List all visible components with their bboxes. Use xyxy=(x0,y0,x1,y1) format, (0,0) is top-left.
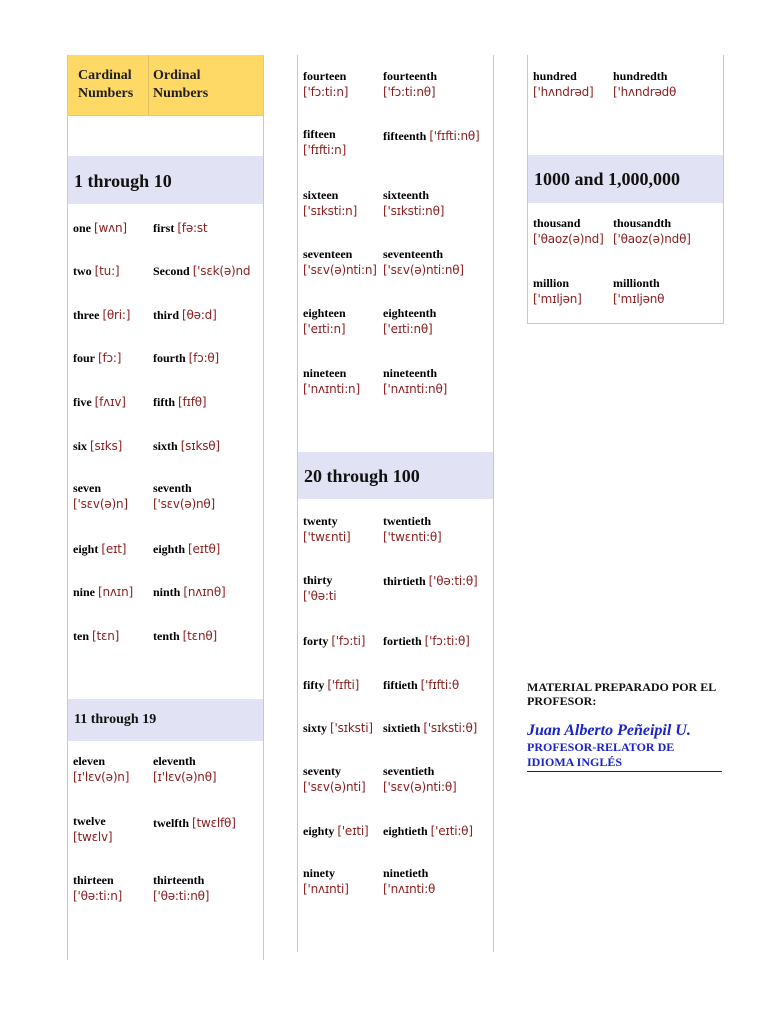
list-item: eightieth ['eɪti:θ] xyxy=(383,824,473,838)
author-name: Juan Alberto Peñeipil U. xyxy=(527,722,691,739)
list-item: eighty ['eɪti] xyxy=(303,824,369,838)
list-item: twenty ['twɛnti] xyxy=(303,514,351,544)
list-item: fifty ['fɪfti] xyxy=(303,678,360,692)
column-1 xyxy=(67,55,264,960)
list-item: sixteenth ['sɪksti:nθ] xyxy=(383,188,445,218)
list-item: million ['mɪljən] xyxy=(533,276,582,306)
list-item: forty ['fɔ:ti] xyxy=(303,634,366,648)
list-item: fourth [fɔ:θ] xyxy=(153,351,220,365)
list-item: seven ['sɛv(ə)n] xyxy=(73,481,128,511)
section-1000-and-1000000: 1000 and 1,000,000 xyxy=(528,155,723,203)
list-item: ten [tɛn] xyxy=(73,629,120,643)
list-item: sixty ['sɪksti] xyxy=(303,721,373,735)
list-item: tenth [tɛnθ] xyxy=(153,629,217,643)
list-item: eleventh [ɪ'lɛv(ə)nθ] xyxy=(153,754,217,784)
list-item: thirteen ['θə:ti:n] xyxy=(73,873,123,903)
table-header xyxy=(68,55,263,116)
list-item: millionth ['mɪljənθ xyxy=(613,276,665,306)
credit-block xyxy=(527,680,722,772)
list-item: seventeen ['sɛv(ə)nti:n] xyxy=(303,247,377,277)
list-item: one [wʌn] xyxy=(73,221,127,235)
cardinal-header: Cardinal Numbers xyxy=(78,68,134,101)
list-item: seventh ['sɛv(ə)nθ] xyxy=(153,481,215,511)
list-item: seventy ['sɛv(ə)nti] xyxy=(303,764,366,794)
list-item: seventeenth ['sɛv(ə)nti:nθ] xyxy=(383,247,464,277)
list-item: fifteenth ['fɪfti:nθ] xyxy=(383,129,480,143)
list-item: fifteen ['fɪfti:n] xyxy=(303,127,347,157)
list-item: seventieth ['sɛv(ə)nti:θ] xyxy=(383,764,457,794)
list-item: fifth [fɪfθ] xyxy=(153,395,207,409)
list-item: two [tu:] xyxy=(73,264,120,278)
list-item: eight [eɪt] xyxy=(73,542,127,556)
list-item: third [θə:d] xyxy=(153,308,217,322)
list-item: four [fɔ:] xyxy=(73,351,122,365)
list-item: twentieth ['twɛnti:θ] xyxy=(383,514,442,544)
list-item: hundredth ['hʌndrədθ xyxy=(613,69,677,99)
column-2 xyxy=(297,55,494,952)
list-item: eighteen ['eɪti:n] xyxy=(303,306,346,336)
section-11-through-19: 11 through 19 xyxy=(68,699,263,741)
list-item: thirtieth ['θə:ti:θ] xyxy=(383,574,478,588)
prepared-by-label: MATERIAL PREPARADO POR EL PROFESOR: xyxy=(527,680,716,708)
list-item: sixtieth ['sɪksti:θ] xyxy=(383,721,478,735)
list-item: fourteen ['fɔ:ti:n] xyxy=(303,69,349,99)
list-item: fourteenth ['fɔ:ti:nθ] xyxy=(383,69,437,99)
list-item: eighth [eɪtθ] xyxy=(153,542,221,556)
section-20-through-100: 20 through 100 xyxy=(298,452,493,499)
list-item: thousand ['θaoz(ə)nd] xyxy=(533,216,604,246)
list-item: fiftieth ['fɪfti:θ xyxy=(383,678,459,692)
list-item: thirteenth ['θə:ti:nθ] xyxy=(153,873,210,903)
ordinal-header: Ordinal Numbers xyxy=(153,68,209,101)
list-item: eleven [ɪ'lɛv(ə)n] xyxy=(73,754,130,784)
list-item: thirty ['θə:ti xyxy=(303,573,337,603)
list-item: five [fʌɪv] xyxy=(73,395,126,409)
author-role: PROFESOR-RELATOR DE IDIOMA INGLÉS xyxy=(527,740,722,772)
list-item: nineteenth ['nʌɪnti:nθ] xyxy=(383,366,448,396)
list-item: six [sɪks] xyxy=(73,439,123,453)
list-item: twelfth [twɛlfθ] xyxy=(153,816,236,830)
list-item: fortieth ['fɔ:ti:θ] xyxy=(383,634,470,648)
list-item: sixteen ['sɪksti:n] xyxy=(303,188,358,218)
list-item: ninetieth ['nʌɪnti:θ xyxy=(383,866,436,896)
list-item: first [fə:st xyxy=(153,221,208,235)
list-item: nineteen ['nʌɪnti:n] xyxy=(303,366,360,396)
list-item: sixth [sɪksθ] xyxy=(153,439,220,453)
list-item: three [θri:] xyxy=(73,308,131,322)
list-item: twelve [twɛlv] xyxy=(73,814,113,844)
list-item: thousandth ['θaoz(ə)ndθ] xyxy=(613,216,691,246)
list-item: ninety ['nʌɪnti] xyxy=(303,866,349,896)
section-1-through-10: 1 through 10 xyxy=(68,156,263,204)
list-item: ninth [nʌɪnθ] xyxy=(153,585,226,599)
list-item: nine [nʌɪn] xyxy=(73,585,133,599)
list-item: hundred ['hʌndrəd] xyxy=(533,69,594,99)
list-item: Second ['sɛk(ə)nd xyxy=(153,264,251,278)
column-3 xyxy=(527,55,724,324)
list-item: eighteenth ['eɪti:nθ] xyxy=(383,306,437,336)
